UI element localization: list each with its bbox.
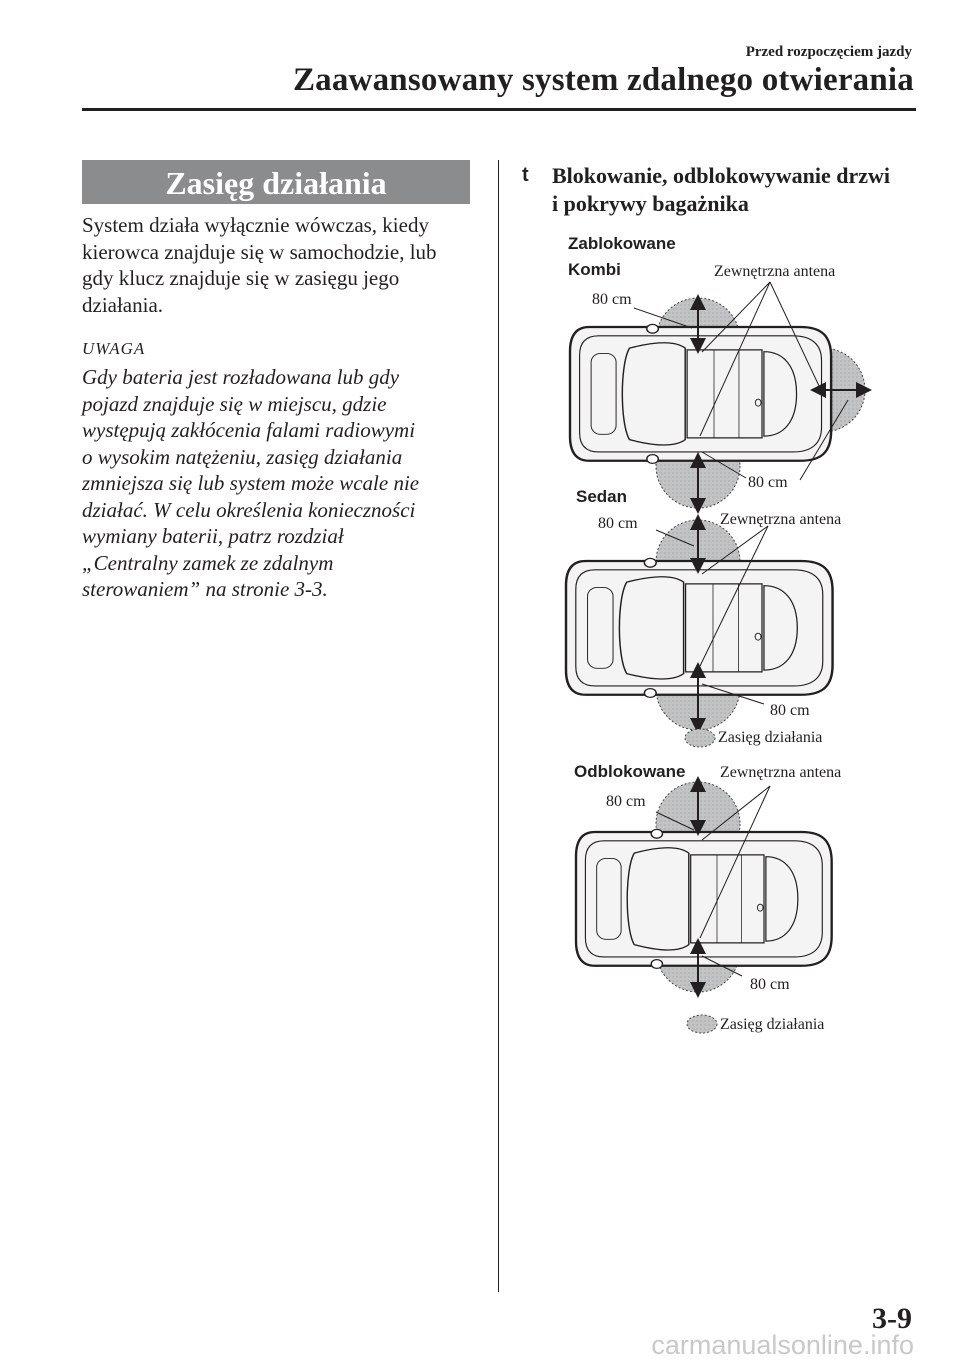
note-label: UWAGA — [82, 339, 146, 358]
note-line: występują zakłócenia falami radiowymi — [82, 418, 416, 442]
distance-label-kombi-top: 80 cm — [592, 291, 632, 308]
kombi-label: Kombi — [568, 260, 621, 279]
antenna-label-unlocked: Zewnętrzna antena — [720, 764, 842, 781]
note-line: zmniejsza się lub system może wcale nie — [82, 471, 420, 495]
page-number: 3-9 — [872, 1302, 912, 1335]
kombi-diagram — [570, 282, 865, 508]
unlocked-label: Odblokowane — [574, 762, 686, 781]
unlocked-diagram — [576, 782, 832, 1033]
section-title-banner: Zasięg działania — [82, 160, 470, 204]
antenna-label-kombi: Zewnętrzna antena — [714, 263, 836, 280]
distance-label-unlocked-bottom: 80 cm — [750, 976, 790, 993]
distance-label-sedan-top: 80 cm — [598, 515, 638, 532]
note-line: Gdy bateria jest rozładowana lub gdy — [82, 365, 400, 389]
body-line: kierowca znajduje się w samochodzie, lub — [82, 239, 437, 264]
distance-label-kombi-bottom: 80 cm — [748, 474, 788, 491]
sedan-label: Sedan — [576, 487, 628, 506]
watermark: carmanualsonline.info — [651, 1330, 914, 1360]
header-subtitle: Przed rozpoczęciem jazdy — [745, 44, 912, 60]
note-line: o wysokim natężeniu, zasięg działania — [82, 444, 403, 469]
body-line: działania. — [82, 292, 164, 317]
note-line: sterowaniem” na stronie 3-3. — [82, 577, 328, 601]
body-line: gdy klucz znajduje się w zasięgu jego — [82, 266, 400, 290]
subsection-title-line: i pokrywy bagażnika — [552, 191, 749, 216]
note-line: działać. W celu określenia konieczności — [82, 497, 416, 522]
antenna-label-sedan: Zewnętrzna antena — [720, 511, 842, 528]
range-label-sedan: Zasięg działania — [718, 729, 823, 746]
note-line: „Centralny zamek ze zdalnym — [82, 550, 334, 575]
subsection-title-line: Blokowanie, odblokowywanie drzwi — [552, 163, 890, 188]
locked-label: Zablokowane — [568, 234, 676, 253]
body-line: System działa wyłącznie wówczas, kiedy — [82, 213, 429, 237]
subsection-bullet: t — [522, 164, 529, 186]
note-line: wymiany baterii, patrz rozdział — [82, 524, 344, 548]
distance-label-unlocked-top: 80 cm — [606, 793, 646, 810]
note-line: pojazd znajduje się w miejscu, gdzie — [82, 391, 387, 416]
range-label-unlocked: Zasięg działania — [720, 1016, 825, 1033]
header-title: Zaawansowany system zdalnego otwierania — [292, 62, 914, 98]
distance-label-sedan-bottom: 80 cm — [770, 702, 810, 719]
